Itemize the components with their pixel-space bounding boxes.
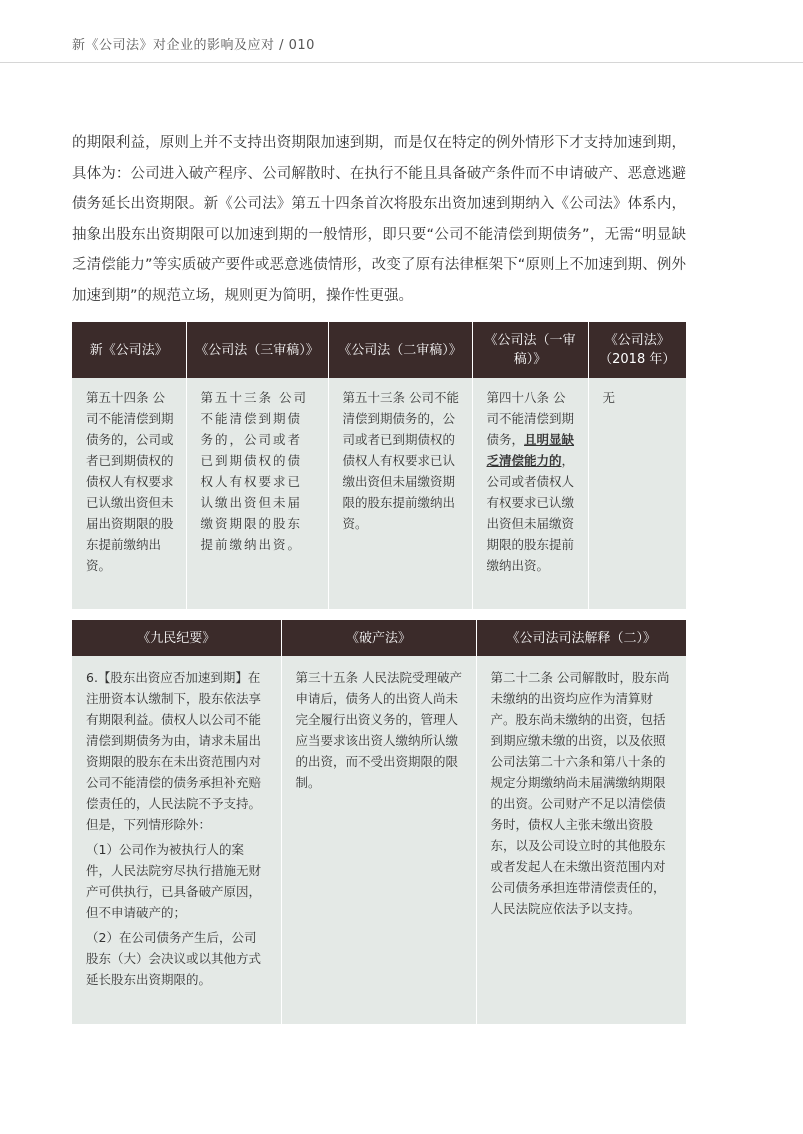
article-text-after: ，公司或者债权人有权要求已认缴出资但未届缴资期限的股东提前缴纳出资。 [486, 453, 575, 573]
cell-second-draft [328, 378, 472, 609]
table-header-row [72, 322, 686, 378]
cell-company-law-2018 [588, 378, 686, 609]
article-text: 第五十三条 公司不能清偿到期债务的，公司或者已到期债权的债权人有权要求已认缴出资但未届缴资期限的股东提前缴纳出资。 [342, 390, 459, 531]
comparison-table-related-rules [72, 620, 686, 1024]
cell-nine-minutes [72, 656, 281, 1024]
table-row [72, 378, 686, 609]
table-row [72, 656, 686, 1024]
header-company-law-2018: 《公司法》（2018 年） [588, 322, 686, 378]
cell-third-draft [186, 378, 328, 609]
header-new-company-law: 新《公司法》 [72, 322, 186, 378]
header-judicial-interpretation-2: 《公司法司法解释（二）》 [476, 620, 686, 656]
intro-paragraph: 的期限利益，原则上并不支持出资期限加速到期，而是仅在特定的例外情形下才支持加速到期，具体为：公司进入破产程序、公司解散时、在执行不能且具备破产条件而不申请破产、恶意逃避债务延长出资期限。新《公司法》第五十四条首次将股东出资加速到期纳入《公司法》体系内，抽象出股东出资期限可以加速到期的一般情形，即只要“公司不能清偿到期债务”，无需“明显缺乏清偿能力”等实质破产要件或恶意逃债情形，改变了原有法律框架下“原则上不加速到期、例外加速到期”的规范立场，规则更为简明，操作性更强。 [72, 135, 686, 304]
article-text: 第五十四条 公司不能清偿到期债务的，公司或者已到期债权的债权人有权要求已认缴出资但未届出资期限的股东提前缴纳出资。 [86, 390, 174, 573]
comparison-table-company-law-drafts [72, 322, 686, 609]
header-divider [0, 62, 803, 63]
article-paragraph: （2）在公司债务产生后，公司股东（大）会决议或以其他方式延长股东出资期限的。 [86, 930, 262, 987]
cell-bankruptcy-law [281, 656, 476, 1024]
header-first-draft: 《公司法（一审稿）》 [472, 322, 588, 378]
article-paragraph: （1）公司作为被执行人的案件，人民法院穷尽执行措施无财产可供执行，已具备破产原因，但不申请破产的； [86, 842, 262, 920]
article-text-before: 第四十八条 公司不能清偿到期债务， [486, 390, 575, 447]
header-second-draft: 《公司法（二审稿）》 [328, 322, 472, 378]
article-text: 第三十五条 人民法院受理破产申请后，债务人的出资人尚未完全履行出资义务的，管理人应当要求该出资人缴纳所认缴的出资，而不受出资期限的限制。 [295, 670, 462, 790]
highlighted-phrase: 且明显缺乏清偿能力的 [486, 432, 575, 468]
article-text: 第二十二条 公司解散时，股东尚未缴纳的出资均应作为清算财产。股东尚未缴纳的出资，包括到期应缴未缴的出资，以及依照公司法第二十六条和第八十条的规定分期缴纳尚未届满缴纳期限的出资。公司财产不足以清偿债务时，债权人主张未缴出资股东，以及公司设立时的其他股东或者发起人在未缴出资范围内对公司债务承担连带清偿责任的，人民法院应依法予以支持。 [490, 670, 670, 916]
table-header-row [72, 620, 686, 656]
article-text [487, 387, 576, 576]
running-head: 新《公司法》对企业的影响及应对 / 010 [72, 38, 315, 53]
cell-new-company-law [72, 378, 186, 609]
header-bankruptcy-law: 《破产法》 [281, 620, 476, 656]
article-paragraph: 6.【股东出资应否加速到期】在注册资本认缴制下，股东依法享有期限利益。债权人以公司不能清偿到期债务为由，请求未届出资期限的股东在未出资范围内对公司不能清偿的债务承担补充赔偿责任的，人民法院不予支持。但是，下列情形除外： [86, 670, 262, 832]
header-nine-minutes: 《九民纪要》 [72, 620, 281, 656]
cell-judicial-interpretation-2 [476, 656, 686, 1024]
article-text: 无 [602, 390, 616, 405]
header-third-draft: 《公司法（三审稿）》 [186, 322, 328, 378]
article-text: 第五十三条 公司不能清偿到期债务的，公司或者已到期债权的债权人有权要求已认缴出资但未届缴资期限的股东提前缴纳出资。 [200, 390, 308, 552]
cell-first-draft [472, 378, 588, 609]
